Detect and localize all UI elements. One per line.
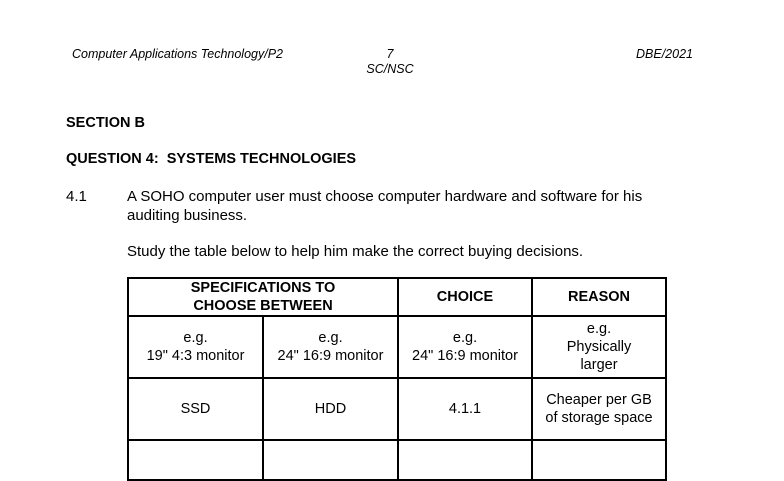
table-row (128, 316, 666, 378)
choice-cell: e.g. 24" 16:9 monitor (398, 316, 532, 378)
table-row (128, 440, 666, 480)
header-specifications: SPECIFICATIONS TO CHOOSE BETWEEN (128, 278, 398, 316)
table-cell-empty (532, 440, 666, 480)
reason-cell: Cheaper per GB of storage space (532, 378, 666, 440)
reason-cell: e.g. Physically larger (532, 316, 666, 378)
question-text: A SOHO computer user must choose computer hardware and software for his auditing business. (127, 188, 643, 224)
choice-cell: 4.1.1 (398, 378, 532, 440)
question-number: 4.1 (66, 188, 87, 205)
question-instruction: Study the table below to help him make the correct buying decisions. (127, 243, 584, 260)
table-cell-empty (263, 440, 398, 480)
question-title: QUESTION 4: SYSTEMS TECHNOLOGIES (66, 151, 357, 167)
header-page-number: 7 (386, 47, 394, 61)
header-left: Computer Applications Technology/P2 (72, 47, 284, 61)
table-cell-empty (128, 440, 263, 480)
spec-option-b: HDD (263, 378, 398, 440)
section-title: SECTION B (66, 115, 145, 131)
header-reason: REASON (532, 278, 666, 316)
table-cell-empty (398, 440, 532, 480)
header-choice: CHOICE (398, 278, 532, 316)
spec-option-b: e.g. 24" 16:9 monitor (263, 316, 398, 378)
table-row (128, 378, 666, 440)
specifications-table (127, 277, 667, 481)
spec-option-a: SSD (128, 378, 263, 440)
header-right: DBE/2021 (636, 47, 693, 61)
spec-option-a: e.g. 19" 4:3 monitor (128, 316, 263, 378)
header-page-sub: SC/NSC (366, 62, 414, 76)
table-header-row (128, 278, 666, 316)
